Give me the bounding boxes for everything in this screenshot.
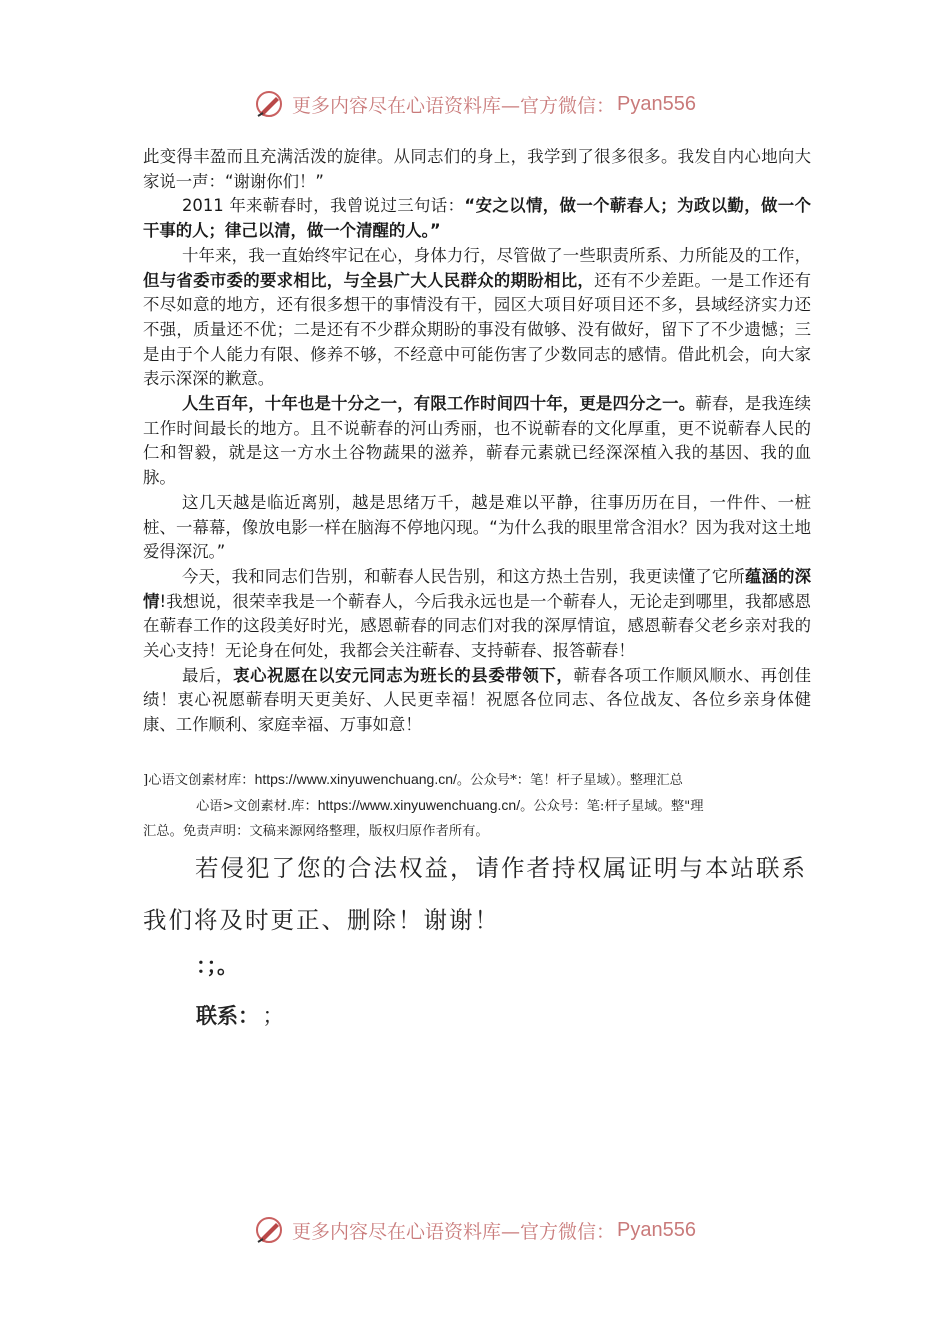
notice-line-2: 我们将及时更正、删除！谢谢！ [143, 906, 500, 934]
paragraph-3: 十年来，我一直始终牢记在心，身体力行，尽管做了一些职责所系、力所能及的工作，但与省委市委的要求相比，与全县广大人民群众的期盼相比，还有不少差距。一是工作还有不尽如意的地方，还有很多想干的事情没有干，园区大项目好项目还不多，县域经济实力还不强，质量还不优；二是还有不少群众期盼的事没有做够、没有做好，留下了不少遗憾；三是由于个人能力有限、修养不够，不经意中可能伤害了少数同志的感情。借此机会，向大家表示深深的歉意。 [143, 245, 812, 389]
page-header [0, 84, 950, 124]
header-text: 更多内容尽在心语资料库—官方微信： [292, 94, 616, 117]
contact-line [196, 1000, 284, 1030]
source-credits [143, 767, 811, 844]
copyright-notice [143, 846, 823, 946]
header-wechat-id: Pyan556 [617, 92, 696, 115]
article-body [143, 145, 811, 738]
contact-label: 联系： [196, 1004, 249, 1028]
paragraph-2: 2011 年来蕲春时，我曾说过三句话：“安之以情，做一个蕲春人；为政以勤，做一个干事的人；律己以清，做一个清醒的人。” [143, 196, 811, 241]
contact-value: ； [262, 1004, 284, 1028]
page-footer [0, 1210, 950, 1250]
footer-wechat-id: Pyan556 [617, 1218, 696, 1241]
pen-logo-icon [254, 89, 284, 119]
paragraph-5: 这几天越是临近离别，越是思绪万千，越是难以平静，往事历历在目，一件件、一桩桩、一幕幕，像放电影一样在脑海不停地闪现。“为什么我的眼里常含泪水？因为我对这土地爱得深沉。” [143, 492, 811, 562]
punctuation-line: ：；。 [196, 954, 238, 978]
credit-line-2: 心语>文创素材.库：https://www.xinyuwenchuang.cn/。公众号：笔:杆子星域。整"理 [196, 797, 704, 814]
credit-line-1: ]心语文创素材库：https://www.xinyuwenchuang.cn/。公众号*：笔！杆子星域）。整理汇总 [143, 771, 683, 788]
notice-line-1: 若侵犯了您的合法权益，请作者持权属证明与本站联系 [195, 854, 807, 882]
paragraph-6: 今天，我和同志们告别，和蕲春人民告别，和这方热土告别，我更读懂了它所蕴涵的深情!我想说，很荣幸我是一个蕲春人，今后我永远也是一个蕲春人，无论走到哪里，我都感恩在蕲春工作的这段美好时光，感恩蕲春的同志们对我的深厚情谊，感恩蕲春父老乡亲对我的关心支持！无论身在何处，我都会关注蕲春、支持蕲春、报答蕲春！ [143, 566, 812, 661]
footer-text: 更多内容尽在心语资料库—官方微信： [292, 1220, 616, 1243]
paragraph-1: 此变得丰盈而且充满活泼的旋律。从同志们的身上，我学到了很多很多。我发自内心地向大家说一声：“谢谢你们！” [143, 147, 811, 191]
paragraph-4: 人生百年，十年也是十分之一，有限工作时间四十年，更是四分之一。蕲春，是我连续工作时间最长的地方。且不说蕲春的河山秀丽，也不说蕲春的文化厚重，更不说蕲春人民的仁和智毅，就是这一方水土谷物蔬果的滋养，蕲春元素就已经深深植入我的基因、我的血脉。 [143, 394, 811, 488]
credit-line-3: 汇总。免责声明：文稿来源网络整理，版权归原作者所有。 [143, 824, 489, 839]
pen-logo-icon [254, 1215, 284, 1245]
paragraph-7: 最后，衷心祝愿在以安元同志为班长的县委带领下，蕲春各项工作顺风顺水、再创佳绩！衷心祝愿蕲春明天更美好、人民更幸福！祝愿各位同志、各位战友、各位乡亲身体健康、工作顺利、家庭幸福、万事如意！ [143, 665, 812, 735]
